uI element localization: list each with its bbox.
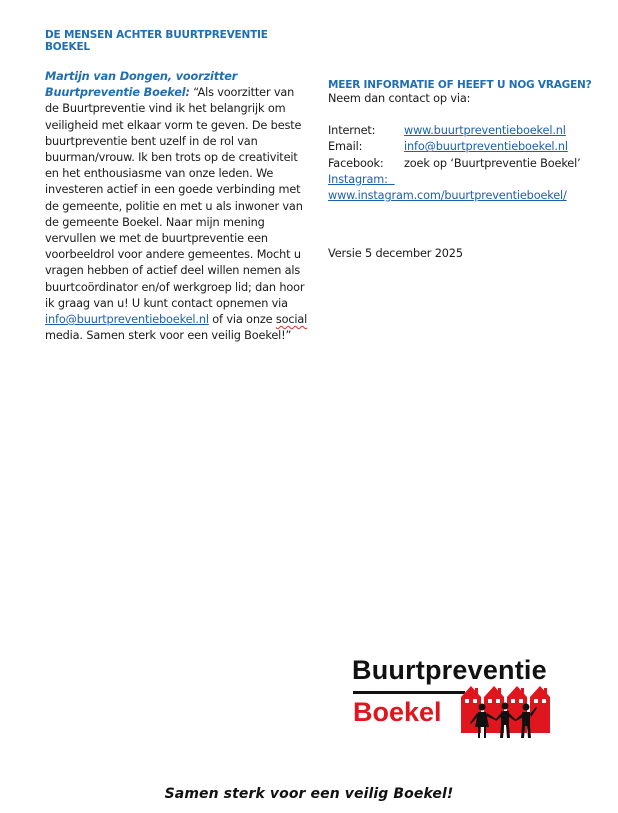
houses-icon (461, 686, 550, 733)
buurtpreventie-logo (350, 655, 555, 740)
quote-text-2: of via onze (208, 313, 276, 327)
instagram-url-row (328, 188, 608, 204)
contact-intro: Neem dan contact op via: (328, 92, 471, 105)
contact-section (328, 79, 608, 262)
version-text: Versie 5 december 2025 (328, 247, 463, 261)
quote-text-3: media. Samen sterk voor een veilig Boekel!” (45, 329, 292, 343)
people-section (45, 29, 310, 344)
contact-row-internet (328, 123, 608, 139)
contact-row-facebook (328, 156, 608, 172)
chairman-quote (45, 69, 310, 344)
instagram-label-link[interactable]: Instagram: (328, 172, 388, 186)
contact-heading: MEER INFORMATIE OF HEEFT U NOG VRAGEN? (328, 79, 592, 91)
quote-text-1: “Als voorzitter van de Buurtpreventie vind ik het belangrijk om veiligheid met elkaar vorm te geven. De beste buurtpreventie bent uzelf in de rol van buurman/vrouw. Ik ben trots op de creativiteit en het enthousiasme van onze leden. We investeren actief in een goede verbinding met de gemeente, politie en met u als inwoner van de gemeente Boekel. Naar mijn mening vervullen we met de buurtpreventie een voorbeeldrol voor andere gemeentes. Mocht u vragen hebben of actief deel willen nemen als buurtcoördinator en/of werkgroep lid; dan hoor ik graag van u! U kunt contact opnemen via (45, 86, 305, 310)
logo-text-boekel: Boekel (353, 697, 442, 727)
website-link[interactable]: www.buurtpreventieboekel.nl (404, 124, 566, 138)
houses-people-icon (460, 683, 552, 739)
misspelled-word: social (275, 313, 308, 327)
contact-label: Email: (328, 140, 363, 154)
quote-email-link[interactable]: info@buurtpreventieboekel.nl (45, 313, 209, 327)
logo-text-buurtpreventie: Buurtpreventie (352, 655, 547, 685)
instagram-link[interactable]: www.instagram.com/buurtpreventieboekel/ (328, 189, 567, 203)
contact-row-email (328, 139, 608, 155)
people-heading: DE MENSEN ACHTER BUURTPREVENTIE BOEKEL (45, 29, 268, 53)
contact-label: Facebook: (328, 156, 384, 170)
contact-label: Internet: (328, 124, 376, 138)
contact-row-instagram (328, 172, 608, 188)
contact-list (328, 123, 608, 204)
email-link[interactable]: info@buurtpreventieboekel.nl (404, 140, 568, 154)
logo-divider (353, 691, 465, 694)
instagram-label-link-space[interactable] (388, 173, 395, 186)
quote-author: Martijn van Dongen, voorzitter Buurtpreventie Boekel: (45, 70, 238, 100)
footer-slogan: Samen sterk voor een veilig Boekel! (164, 786, 454, 802)
facebook-text: zoek op ‘Buurtpreventie Boekel’ (404, 156, 581, 170)
